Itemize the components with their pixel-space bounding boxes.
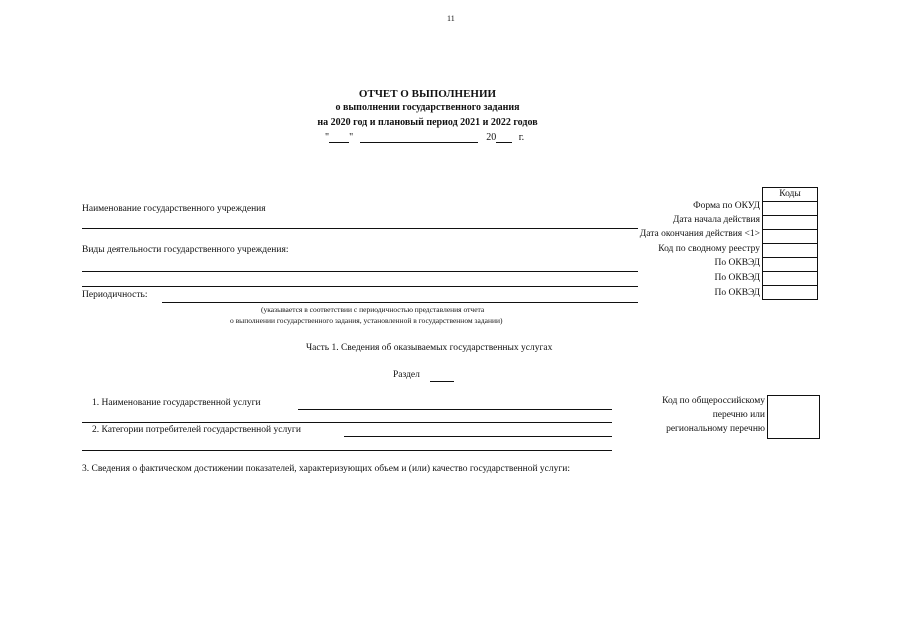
periodicity-label: Периодичность: <box>82 290 148 300</box>
date-day-field[interactable] <box>329 132 349 143</box>
date-month-field[interactable] <box>360 132 478 143</box>
code-cell-okud[interactable] <box>763 202 818 216</box>
service-code-label-1: Код по общероссийскому <box>662 396 765 406</box>
activities-line-1[interactable] <box>82 271 638 272</box>
report-date-line <box>325 132 524 143</box>
activities-line-2[interactable] <box>82 286 638 287</box>
periodicity-note-2: о выполнении государственного задания, установленной в государственном задании) <box>230 316 503 325</box>
date-quote-open: " <box>325 132 330 143</box>
codes-row-label: Код по сводному реестру <box>658 244 760 254</box>
code-cell-okved[interactable] <box>763 286 818 300</box>
indicators-label: 3. Сведения о фактическом достижении показателей, характеризующих объем и (или) качество государственной услуги: <box>82 464 571 474</box>
code-cell-okved[interactable] <box>763 272 818 286</box>
codes-table <box>762 187 818 300</box>
periodicity-line[interactable] <box>162 302 638 303</box>
report-title: ОТЧЕТ О ВЫПОЛНЕНИИ <box>358 88 497 100</box>
report-subtitle: о выполнении государственного задания <box>335 102 520 113</box>
part-title: Часть 1. Сведения об оказываемых государственных услугах <box>306 343 553 353</box>
consumers-label: 2. Категории потребителей государственной услуги <box>92 425 301 435</box>
code-cell-registry[interactable] <box>763 244 818 258</box>
codes-row-label: Форма по ОКУД <box>693 201 760 211</box>
code-cell-okved[interactable] <box>763 258 818 272</box>
date-year-prefix: 20 <box>486 132 497 143</box>
service-code-label-2: перечню или <box>712 410 765 420</box>
page-number: 11 <box>447 14 455 23</box>
service-code-label-3: региональному перечню <box>666 424 765 434</box>
codes-header: Коды <box>763 188 818 202</box>
institution-name-label: Наименование государственного учреждения <box>82 204 266 214</box>
activities-label: Виды деятельности государственного учреждения: <box>82 245 289 255</box>
service-name-label: 1. Наименование государственной услуги <box>92 398 261 408</box>
codes-row-label: Дата окончания действия <1> <box>639 229 760 239</box>
date-year-field[interactable] <box>496 132 512 143</box>
periodicity-note-1: (указывается в соответствии с периодичностью представления отчета <box>261 305 485 314</box>
codes-row-label: По ОКВЭД <box>714 273 760 283</box>
date-suffix: г. <box>518 132 525 143</box>
codes-row-label: Дата начала действия <box>672 215 760 225</box>
code-cell-start-date[interactable] <box>763 216 818 230</box>
service-name-line-2[interactable] <box>82 422 612 423</box>
report-period: на 2020 год и плановый период 2021 и 2022 годов <box>317 117 538 128</box>
consumers-line[interactable] <box>344 436 612 437</box>
codes-row-label: По ОКВЭД <box>714 288 760 298</box>
code-cell-end-date[interactable] <box>763 230 818 244</box>
service-code-box[interactable] <box>767 395 820 439</box>
codes-row-label: По ОКВЭД <box>714 258 760 268</box>
section-label: Раздел <box>393 370 420 380</box>
section-number-field[interactable] <box>430 381 454 382</box>
date-quote-close: " <box>349 132 354 143</box>
consumers-line-2[interactable] <box>82 450 612 451</box>
